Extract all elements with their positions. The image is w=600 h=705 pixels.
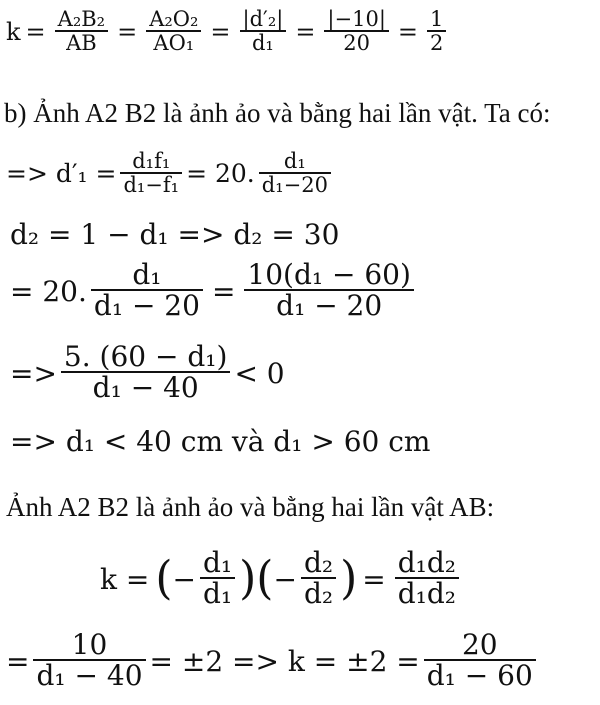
equals-sign: = — [397, 17, 418, 46]
equation-rhs: < 0 — [234, 356, 285, 390]
denominator: AB — [66, 31, 97, 56]
numerator: |−10| — [327, 7, 386, 31]
equation-mid: = 20. — [186, 159, 255, 189]
section-b-text: b) Ảnh A2 B2 là ảnh ảo và bằng hai lần vật. Ta có: — [4, 98, 551, 128]
numerator: 5. (60 − d₁) — [63, 340, 228, 373]
numerator: d₁ — [202, 546, 233, 579]
numerator: 10(d₁ − 60) — [247, 258, 411, 291]
open-paren: ( — [256, 551, 274, 606]
fraction-d1-over-d1 — [200, 548, 235, 610]
fraction-d1-over-d1-minus-20 — [259, 150, 331, 197]
equals-sign: = — [210, 17, 231, 46]
fraction-5-60-minus-d1 — [61, 342, 231, 404]
numerator: d₁ — [132, 258, 162, 291]
equation-k-value — [6, 630, 540, 692]
numerator: |d′₂| — [242, 7, 284, 31]
numerator: d₂ — [303, 546, 334, 579]
equation-lhs: = 20. — [10, 274, 87, 308]
equation-d1-prime — [6, 150, 335, 197]
numerator: A₂B₂ — [57, 7, 106, 31]
denominator: d₁ − 20 — [93, 289, 200, 323]
denominator: d₂ — [303, 577, 334, 611]
minus-sign: − — [172, 562, 196, 596]
equals-sign: = — [117, 17, 138, 46]
fraction-d2-over-d2 — [301, 548, 336, 610]
numerator: d₁f₁ — [132, 149, 171, 173]
denominator: 20 — [343, 31, 371, 56]
fraction-10-d1-minus-60 — [244, 260, 414, 322]
denominator: d₁−20 — [261, 173, 328, 198]
fraction-d1-over-d1-minus-20 — [91, 260, 203, 322]
denominator: AO₁ — [153, 31, 195, 56]
denominator: d₁ − 20 — [276, 289, 383, 323]
open-paren: ( — [155, 551, 173, 606]
section-c-text: Ảnh A2 B2 là ảnh ảo và bằng hai lần vật AB: — [6, 492, 495, 522]
equals-sign: = — [25, 17, 46, 46]
equals-sign: = — [211, 274, 236, 308]
equation-lhs: k = — [100, 562, 150, 596]
equation-d1-range: => d₁ < 40 cm và d₁ > 60 cm — [10, 425, 431, 458]
equation-lhs: => — [10, 356, 57, 390]
denominator: d₁ — [202, 577, 233, 611]
fraction-10-over-d1-minus-40 — [33, 630, 145, 692]
equation-lhs: => d′₁ = — [6, 159, 117, 189]
denominator: d₁ − 60 — [426, 659, 533, 693]
numerator: d₁d₂ — [397, 546, 457, 579]
equation-k-ratio — [6, 8, 450, 55]
equation-d2: d₂ = 1 − d₁ => d₂ = 30 — [10, 218, 340, 251]
close-paren: ) — [340, 551, 358, 606]
equals-sign: = — [295, 17, 316, 46]
numerator: 10 — [71, 628, 108, 661]
fraction-d1f1-over-d1-minus-f1 — [120, 150, 182, 197]
denominator: d₁ − 40 — [36, 659, 143, 693]
numerator: 1 — [430, 7, 444, 31]
equation-k-product — [100, 548, 463, 610]
denominator: d₁d₂ — [397, 577, 457, 611]
equation-lhs: = — [6, 644, 30, 678]
minus-sign: − — [273, 562, 297, 596]
fraction-1-over-2 — [427, 8, 446, 55]
fraction-d2-over-d1 — [240, 8, 287, 55]
denominator: d₁−f₁ — [123, 173, 180, 198]
equals-sign: = — [362, 562, 386, 596]
equation-inequality — [10, 342, 285, 404]
denominator: d₁ — [251, 31, 274, 56]
numerator: A₂O₂ — [149, 7, 199, 31]
denominator: d₁ − 40 — [92, 371, 199, 405]
equation-20-fraction — [10, 260, 418, 322]
symbol-k: k — [6, 17, 21, 46]
equation-mid: = ±2 => k = ±2 = — [149, 644, 420, 678]
numerator: d₁ — [283, 149, 306, 173]
fraction-10-over-20 — [324, 8, 388, 55]
fraction-20-over-d1-minus-60 — [424, 630, 536, 692]
close-paren: ) — [239, 551, 257, 606]
fraction-d1d2-over-d1d2 — [395, 548, 459, 610]
denominator: 2 — [430, 31, 444, 56]
numerator: 20 — [461, 628, 498, 661]
fraction-a2b2-over-ab — [55, 8, 108, 55]
fraction-a2o2-over-ao1 — [146, 8, 201, 55]
